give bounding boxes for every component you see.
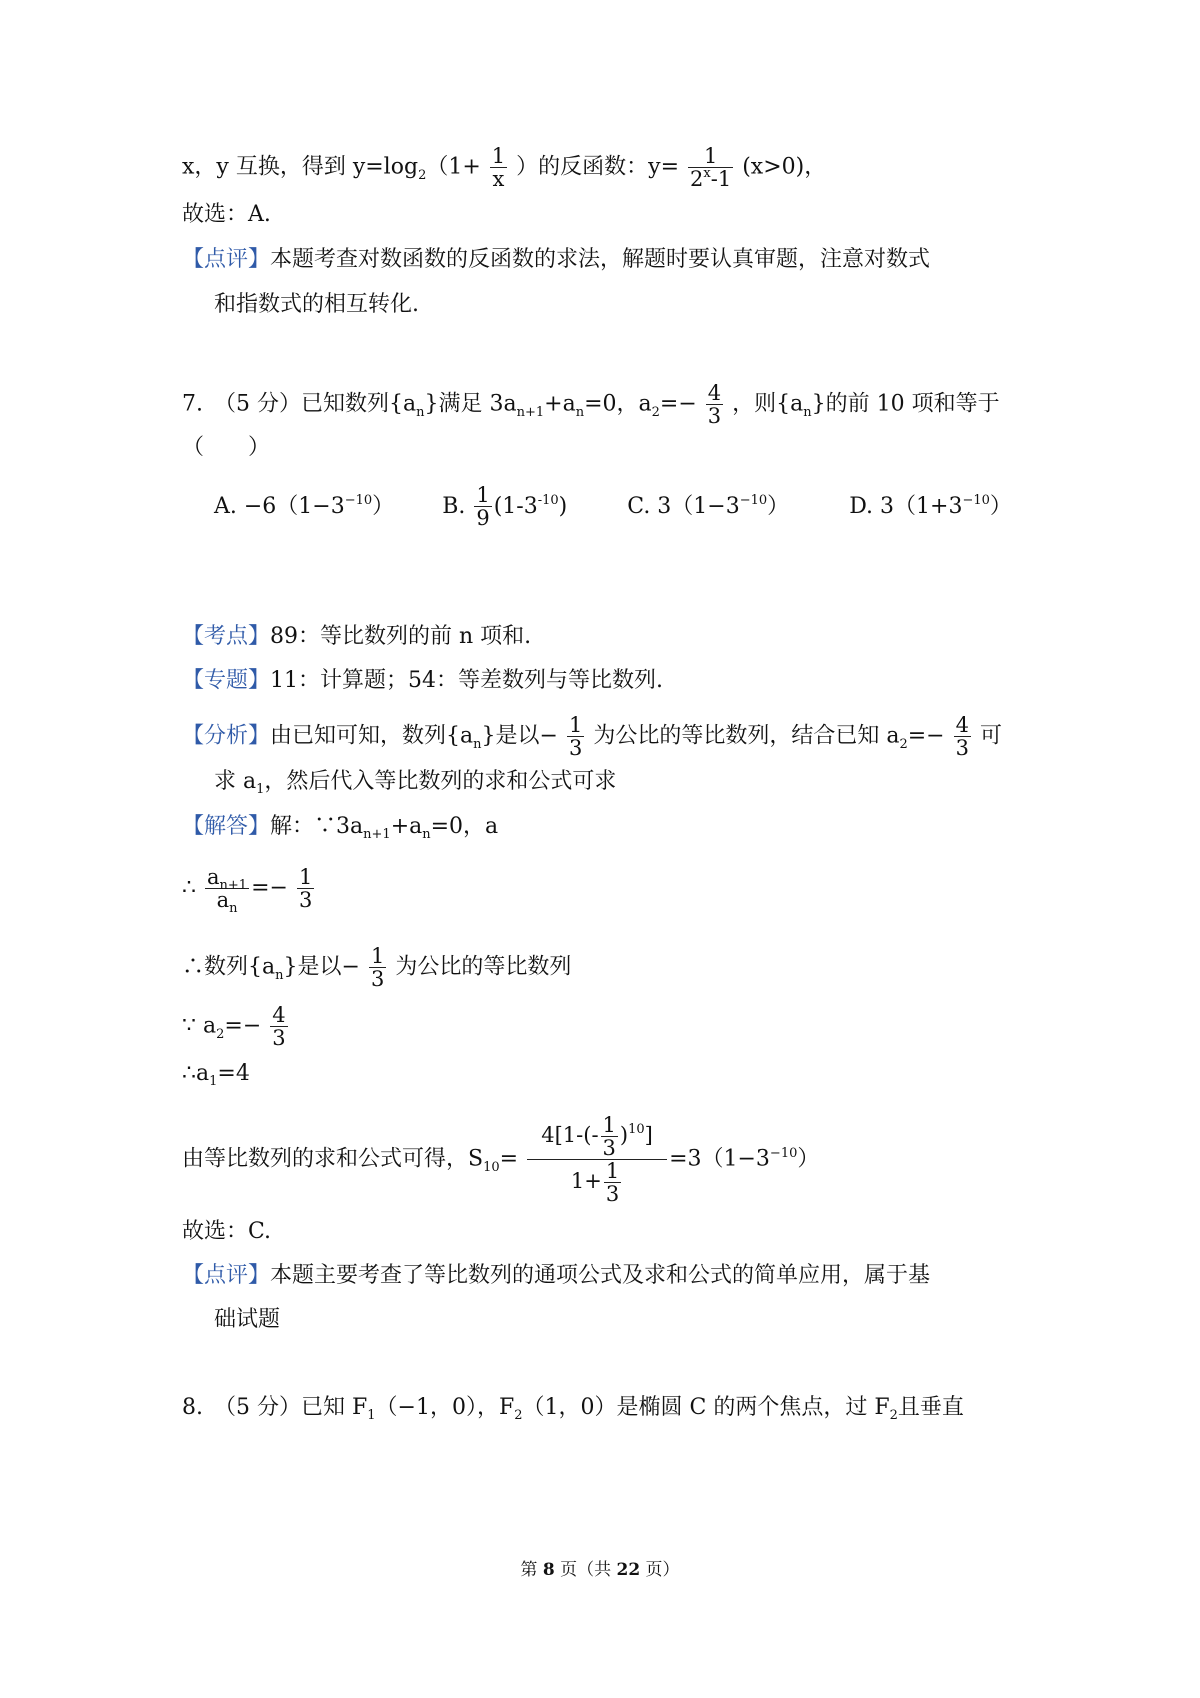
step-a2: ∵ $a_2=-$ $\frac{4}{3}$ [182,1003,286,1050]
fraction: $\frac{4}{3}$ [707,381,722,428]
review-7-cont: 础试题 [214,1307,281,1332]
question-7-stem: 7. （5 分）已知数列$\{a_n\}$满足 $3a_{n+1}+a_n=0$，$a_2=-$ $\frac{4}{3}$ ，则$\{a_n\}$的前 10 项和等于 [182,381,1000,428]
fraction: $\frac{4}{3}$ [955,713,969,760]
fraction-sum: 4[1-(- $\frac{1}{3}$ )$^{10}$] 1+ $\frac{1}{3}$ [527,1114,667,1205]
question-8-stem: 8. （5 分）已知 $F_1(-1$，0），$F_2(1$，0）是椭圆 C 的两个焦点，过 $F_2$且垂直 [182,1395,964,1423]
page-number: 8 [542,1560,555,1580]
fraction: $\frac{a_{n+1}}{a_n}$ [207,865,248,916]
option-c: C. $3(1-3^{-10})$ [627,492,790,519]
option-d: D. $3(1+3^{-10})$ [849,492,1012,519]
step-a1: $\therefore a_1=4$ [182,1061,250,1089]
review-tag: 【点评】 [182,247,271,272]
step-geometric: ∴数列$\{a_n\}$是以− $\frac{1}{3}$ 为公比的等比数列 [182,944,572,991]
fenxi: 【分析】由已知可知，数列$\{a_n\}$是以− $\frac{1}{3}$ 为公比的等比数列，结合已知 $a_2=-$ $\frac{4}{3}$ 可 [182,713,1002,760]
fraction: $\frac{1}{3}$ [568,713,583,760]
fraction: $\frac{1}{2^x-1}$ [690,144,732,191]
kaodian: 【考点】89：等比数列的前 n 项和. [182,624,532,649]
fraction: $\frac{1}{x}$ [491,144,506,191]
option-a: A. $-6(1-3^{-10})$ [214,492,395,519]
fraction: $\frac{4}{3}$ [272,1003,286,1050]
question-7-options [214,484,1012,529]
prev-review: 【点评】本题考查对数函数的反函数的求法，解题时要认真审题，注意对数式 [182,247,931,272]
choice-c: 故选：C. [182,1219,272,1244]
fraction: $\frac{1}{3}$ [370,944,385,991]
jieda: 【解答】解：$\because 3a_{n+1}+a_n=0$，a [182,814,499,842]
step-ratio: ∴ $\frac{a_{n+1}}{a_n}$ =− $\frac{1}{3}$ [182,865,313,916]
prev-review-cont: 和指数式的相互转化. [214,292,419,317]
review-7: 【点评】本题主要考查了等比数列的通项公式及求和公式的简单应用，属于基 [182,1263,931,1288]
page-total: 22 [616,1560,641,1580]
zhuanti: 【专题】11：计算题；54：等差数列与等比数列. [182,668,663,693]
fenxi-cont: 求 $a_1$，然后代入等比数列的求和公式可求 [214,769,617,797]
prev-choice: 故选：A. [182,202,271,227]
question-7-paren: （ ） [182,435,271,460]
option-b: B. $\frac{1}{9}$ $(1-3^{-10})$ [442,483,568,530]
fraction: $\frac{1}{9}$ [476,483,490,530]
fraction: $\frac{1}{3}$ [298,865,313,912]
step-sum: 由等比数列的求和公式可得，$S_{10}=$ 4[1-(- $\frac{1}{3}$ )$^{10}$] 1+ $\frac{1}{3}$ $=3(1-3^{-10})$ [182,1113,820,1206]
prev-solution-line: x，y 互换，得到 $y=\log_2(1+$ $\frac{1}{x}$ ）的反函数：y= $\frac{1}{2^x-1}$ (x>0)， [182,144,827,191]
page-footer: 第 8 页（共 22 页） [520,1560,680,1580]
